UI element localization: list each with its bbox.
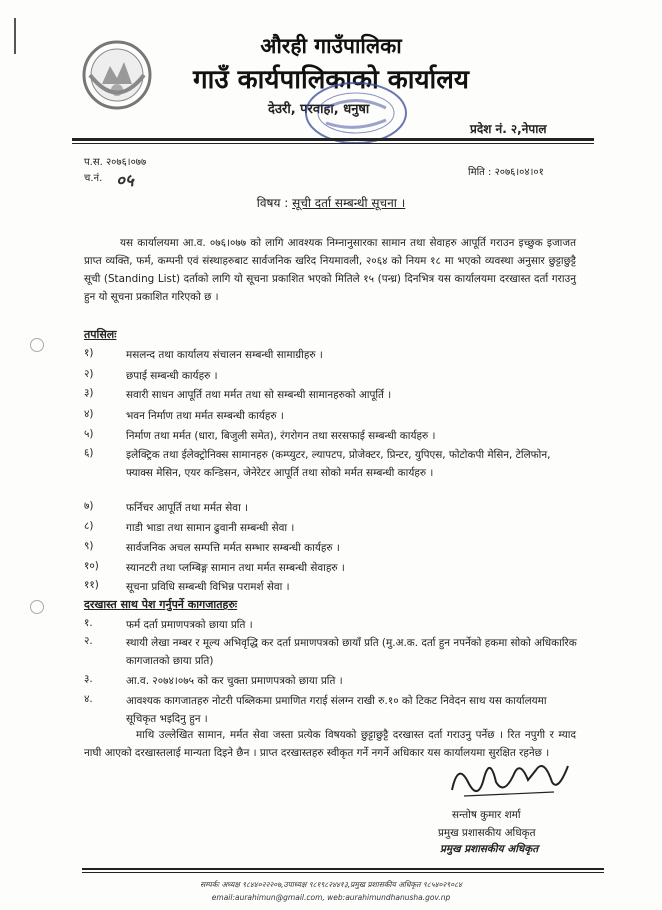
signature-scribble <box>444 752 574 802</box>
signatory-stamp: प्रमुख प्रशासकीय अधिकृत <box>440 843 539 855</box>
subject-line <box>0 194 662 211</box>
punch-hole <box>30 338 44 352</box>
details-heading: तपसिलः <box>84 328 117 341</box>
signatory-name: सन्तोष कुमार शर्मा <box>452 809 521 821</box>
closing-paragraph: माथि उल्लेखित सामान, मर्मत सेवा जस्ता प्रत्येक विषयको छुट्टाछुट्टै दरखास्त दर्ता गराउनु पर्नेछ । रित नपुगी र म्याद नाघी आएको दरखास्तलाई मान्यता दिइने छैन । प्राप्त दरखास्तहरु स्वीकृत गर्ने नगर्ने अधिकार यस कार्यालयमा सुरक्षित रहनेछ । <box>84 729 576 759</box>
municipality-name: औरही गाउँपालिका <box>260 34 402 58</box>
office-title: गाउँ कार्यपालिकाको कार्यालय <box>193 65 469 95</box>
letter-date: मिति : २०७६।०४।०१ <box>468 167 544 178</box>
header-divider <box>72 138 594 141</box>
signatory-title: प्रमुख प्रशासकीय अधिकृत <box>438 827 536 839</box>
header-divider-thin <box>72 143 594 144</box>
footer-divider-thin <box>82 872 604 873</box>
footer-web: email:aurahimun@gmail.com, web:aurahimundhanusha.gov.np <box>211 893 451 902</box>
province-label: प्रदेश नं. २,नेपाल <box>470 122 547 136</box>
office-address: देउरी, परवाहा, धनुषा <box>268 102 370 117</box>
footer-divider <box>82 868 604 870</box>
documents-heading: दरखास्त साथ पेश गर्नुपर्ने कागजातहरुः <box>84 598 238 611</box>
subject-text: सूची दर्ता सम्बन्धी सूचना । <box>292 196 406 210</box>
punch-hole <box>30 600 44 614</box>
letter-ps-number: प.स. २०७६।०७७ <box>84 157 147 168</box>
letter-cn-number: ०५ <box>116 171 134 191</box>
subject-label: विषय : <box>256 196 289 210</box>
intro-paragraph: यस कार्यालयमा आ.व. ०७६।०७७ को लागि आवश्यक निम्नानुसारका सामान तथा सेवाहरु आपूर्ति गराउन इच्छुक इजाजत प्राप्त व्यक्ति, फर्म, कम्पनी एवं संस्थाहरुबाट सार्वजनिक खरिद नियमावली, २०६४ को नियम १८ मा भएको व्यवस्था अनुसार छुट्टाछुट्टै सूची (Standing List) दर्ताको लागि यो सूचना प्रकाशित भएको मितिले १५ (पन्ध्र) दिनभित्र यस कार्यालयमा दरखास्त दर्ता गराउनु हुन यो सूचना प्रकाशित गरिएको छ । <box>84 237 576 303</box>
letter-cn-label: च.नं. <box>84 173 103 184</box>
footer-contact: सम्पर्कः अध्यक्ष ९८४४०२२२०७,उपाध्यक्ष ९८१९८२४४१३,प्रमुख प्रशासकीय अधिकृत ९८५४०२९०८४ <box>200 880 462 889</box>
